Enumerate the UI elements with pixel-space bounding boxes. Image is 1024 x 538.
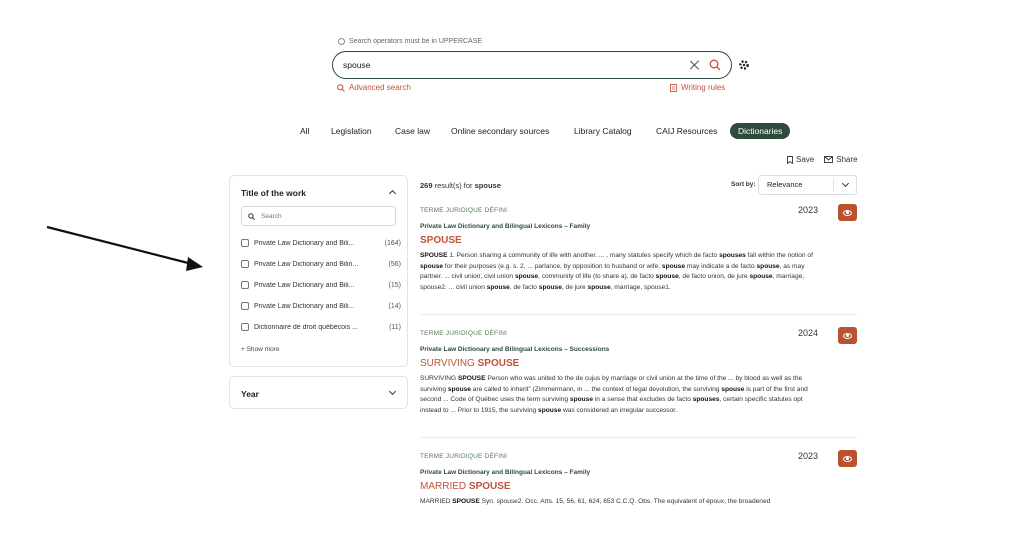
- result-year: 2024: [798, 328, 819, 338]
- result-title-term: SPOUSE: [468, 481, 511, 492]
- select-divider: [833, 179, 834, 191]
- result-year: 2023: [798, 451, 819, 461]
- tab-online-secondary-sources[interactable]: Online secondary sources: [451, 126, 550, 136]
- filter-option-count: (15): [388, 281, 401, 289]
- filter-option-label: Private Law Dictionary and Bili...: [254, 302, 355, 310]
- result-snippet: SURVIVING SPOUSE Person who was united to the de cujus by marriage or civil union at the time of the ... by blood as well as the surviving spouse are called to inherit” (Zimmermann, in ... the context of legal devolution, the surviving spouse is part of the first and second ... Code of Québec uses the term surviving spouse in a sense that excludes de facto spouses, certain specific statutes opt instead to ... Prior to 1915, the surviving spouse was considered an irregular successor.: [420, 375, 808, 414]
- tab-caij-resources[interactable]: CAIJ Resources: [656, 126, 718, 136]
- result-title-term: SPOUSE: [420, 235, 462, 246]
- checkbox[interactable]: [241, 302, 249, 310]
- tab-all[interactable]: All: [300, 126, 310, 136]
- tab-dictionaries[interactable]: Dictionaries: [730, 123, 790, 139]
- mail-icon: [824, 156, 833, 163]
- filter-search-box: [241, 206, 396, 226]
- bookmark-icon: [787, 156, 793, 164]
- filter-panel-title: [229, 175, 408, 367]
- writing-rules-label: Writing rules: [681, 83, 726, 92]
- sort-value: Relevance: [767, 180, 803, 189]
- eye-icon: [843, 210, 852, 216]
- result-title-prefix: SURVIVING: [420, 358, 478, 369]
- result-divider: [420, 314, 857, 315]
- filter-option-label: Dictionnaire de droit québécois ...: [254, 323, 358, 331]
- search-icon: [248, 213, 255, 220]
- result-type: TERME JURIDIQUE DÉFINI: [420, 330, 508, 337]
- page-actions: [787, 155, 858, 164]
- result-title-term: SPOUSE: [477, 358, 520, 369]
- results-number: 269: [420, 181, 433, 190]
- filter-year-heading: Year: [241, 389, 259, 399]
- preview-button[interactable]: [838, 450, 857, 467]
- filter-title-heading: Title of the work: [241, 188, 307, 198]
- filter-option[interactable]: [241, 281, 401, 289]
- result-source: Private Law Dictionary and Bilingual Lexicons – Family: [420, 469, 591, 476]
- result-title-link[interactable]: [420, 358, 519, 369]
- sort-select[interactable]: [758, 175, 857, 195]
- result-title-link[interactable]: [420, 235, 462, 246]
- search-hint: [338, 38, 482, 45]
- writing-rules-link[interactable]: [670, 83, 725, 92]
- result-source: Private Law Dictionary and Bilingual Lexicons – Family: [420, 223, 591, 230]
- advanced-search-link[interactable]: [337, 83, 411, 92]
- clear-icon[interactable]: [689, 59, 701, 71]
- result-title-prefix: MARRIED: [420, 481, 469, 492]
- checkbox[interactable]: [241, 239, 249, 247]
- gear-icon[interactable]: [738, 59, 750, 71]
- search-hint-text: Search operators must be in UPPERCASE: [349, 38, 483, 45]
- tab-case-law[interactable]: Case law: [395, 126, 430, 136]
- results-query: spouse: [474, 181, 501, 190]
- results-suffix: result(s) for: [434, 181, 473, 190]
- filter-option[interactable]: [241, 260, 401, 268]
- result-year: 2023: [798, 205, 819, 215]
- info-icon: [338, 38, 345, 45]
- annotation-arrow: [0, 0, 220, 290]
- save-label: Save: [796, 155, 815, 164]
- checkbox[interactable]: [241, 260, 249, 268]
- tab-library-catalog[interactable]: Library Catalog: [574, 126, 632, 136]
- chevron-down-icon[interactable]: [389, 388, 396, 395]
- result-type: TERME JURIDIQUE DÉFINI: [420, 207, 508, 214]
- checkbox[interactable]: [241, 323, 249, 331]
- preview-button[interactable]: [838, 327, 857, 344]
- filter-option[interactable]: [241, 302, 401, 310]
- search-box: [332, 51, 732, 79]
- eye-icon: [843, 333, 852, 339]
- chevron-down-icon: [842, 180, 849, 187]
- document-icon: [670, 84, 677, 92]
- sort-label: Sort by:: [731, 181, 756, 188]
- result-source: Private Law Dictionary and Bilingual Lexicons – Successions: [420, 346, 610, 353]
- filter-option[interactable]: [241, 239, 401, 247]
- checkbox[interactable]: [241, 281, 249, 289]
- advanced-search-label: Advanced search: [349, 83, 411, 92]
- eye-icon: [843, 456, 852, 462]
- save-button[interactable]: [787, 155, 814, 164]
- filter-option-count: (56): [388, 260, 401, 268]
- zoom-search-icon: [337, 84, 345, 92]
- chevron-up-icon[interactable]: [389, 190, 396, 197]
- filter-option-count: (14): [388, 302, 401, 310]
- result-snippet: SPOUSE 1. Person sharing a community of life with another. ... , many statutes specify which de facto spouses fall within the notion of spouse for their purposes (e.g. s. 2, ... parlance, by opposition to husband or wife, spouse may indicate a de facto spouse, as may partner. ... civil union, civil union spouse, community of life (to share a), de facto spouse, de facto union, de jure spouse, marriage, spouse2. ... civil union spouse, de facto spouse, de jure spouse, marriage, spouse1.: [420, 252, 813, 291]
- share-label: Share: [836, 155, 858, 164]
- result-divider: [420, 437, 857, 438]
- result-snippet: MARRIED SPOUSE Syn. spouse2. Occ. Arts. 15, 56, 61, 624, 653 C.C.Q. Obs. The equivalent of époux, the broadened: [420, 498, 771, 505]
- filter-option-count: (164): [384, 239, 401, 247]
- result-title-link[interactable]: [420, 481, 511, 492]
- show-more-link[interactable]: + Show more: [241, 346, 280, 353]
- filter-option-label: Private Law Dictionary and Bili...: [254, 239, 355, 247]
- filter-search-input[interactable]: [261, 213, 389, 220]
- results-count: [420, 181, 501, 190]
- preview-button[interactable]: [838, 204, 857, 221]
- search-input[interactable]: [343, 60, 689, 70]
- filter-panel-year[interactable]: [229, 376, 408, 409]
- filter-option[interactable]: [241, 323, 401, 331]
- tab-legislation[interactable]: Legislation: [331, 126, 372, 136]
- filter-option-count: (11): [389, 323, 401, 331]
- filter-option-label: Private Law Dictionary and Bili...: [254, 281, 355, 289]
- filter-option-label: Private Law Dictionary and Bilin...: [254, 260, 359, 268]
- share-button[interactable]: [824, 155, 857, 164]
- search-icon[interactable]: [709, 59, 721, 71]
- result-type: TERME JURIDIQUE DÉFINI: [420, 453, 508, 460]
